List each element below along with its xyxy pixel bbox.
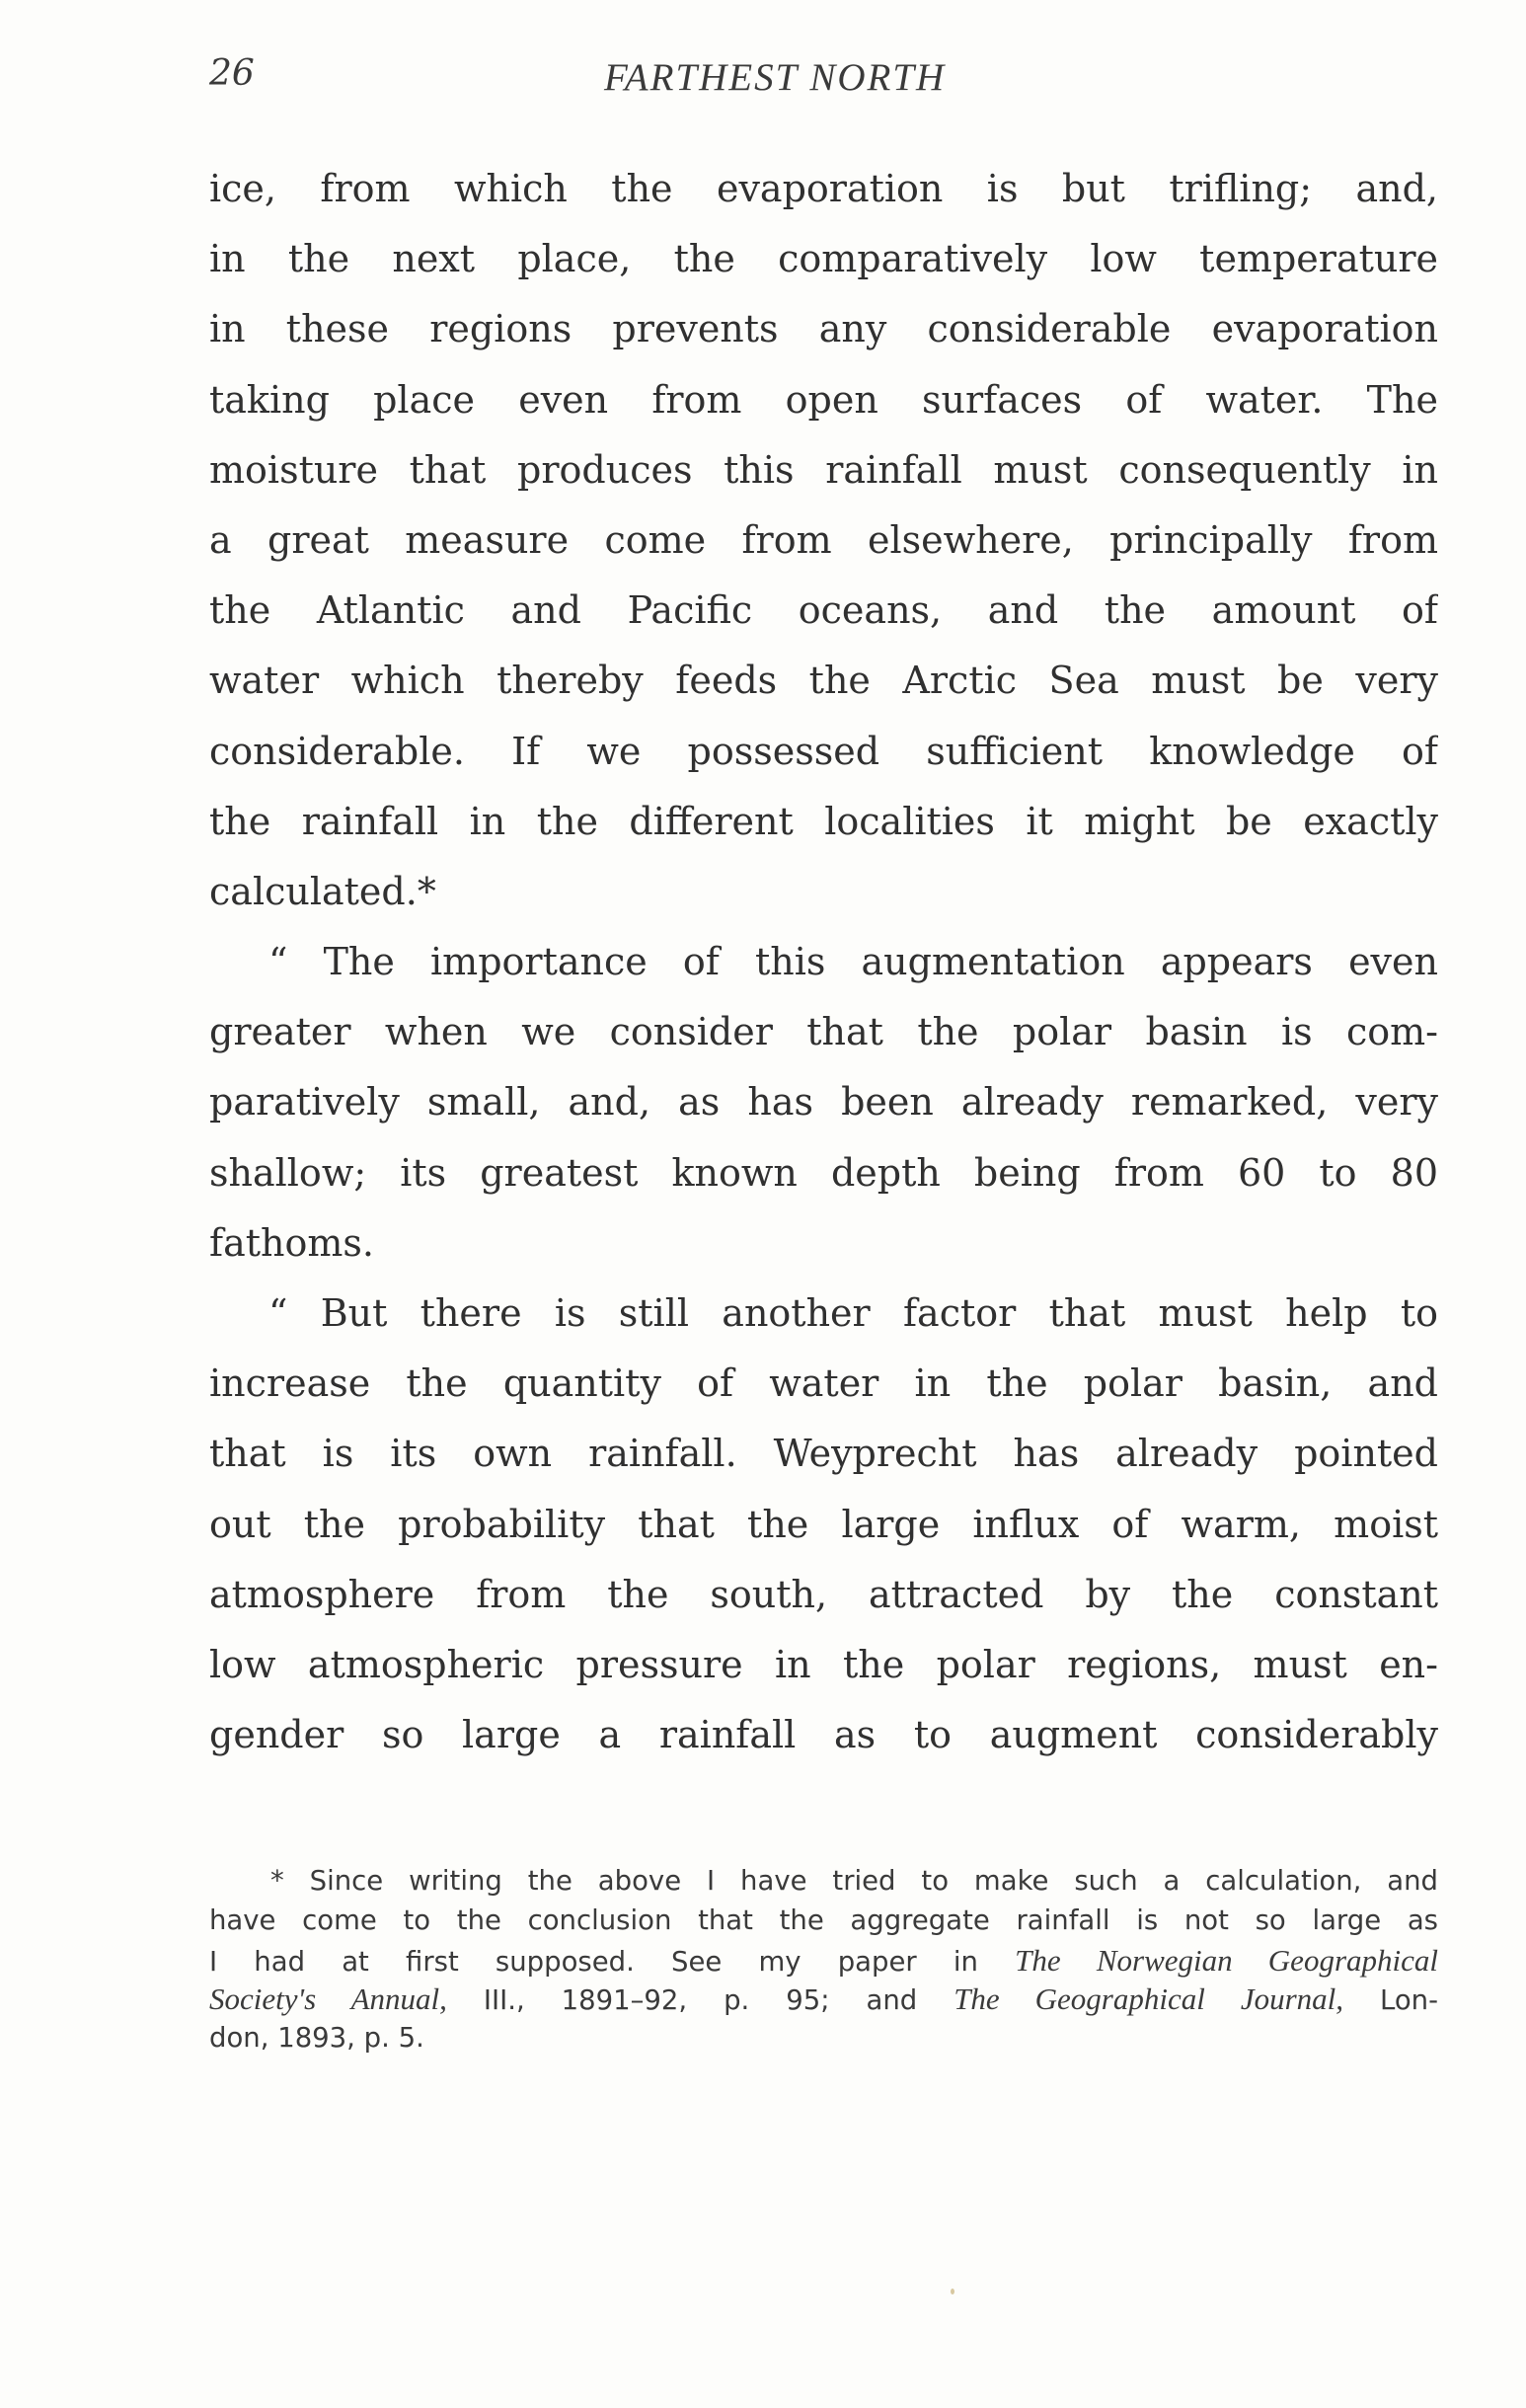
text-line: in the next place, the comparatively low temperature: [209, 237, 1438, 281]
footnote-text: I had at first supposed. See my paper in: [209, 1945, 1016, 1978]
text-line: out the probability that the large influx of warm, moist: [209, 1502, 1438, 1546]
text-line: water which thereby feeds the Arctic Sea must be very: [209, 659, 1438, 703]
journal-title: The Norwegian Geographical: [1015, 1942, 1438, 1978]
text-line: the Atlantic and Pacific oceans, and the amount of: [209, 588, 1438, 633]
journal-title: The Geographical Journal,: [954, 1981, 1344, 2017]
footnote-text: III., 1891–92, p. 95; and: [446, 1984, 954, 2017]
text-line: considerable. If we possessed sufficient knowledge of: [209, 729, 1438, 773]
text-line: atmosphere from the south, attracted by the constant: [209, 1572, 1438, 1616]
text-line: fathoms.: [209, 1220, 374, 1265]
footnote-line: [209, 1980, 1438, 2019]
text-line: moisture that produces this rainfall must consequently in: [209, 447, 1438, 492]
text-line: calculated.*: [209, 869, 436, 913]
text-line: paratively small, and, as has been already remarked, very: [209, 1080, 1438, 1125]
footnote-line: [209, 1941, 1438, 1981]
text-line: gender so large a rainfall as to augment considerably: [209, 1713, 1438, 1757]
text-line: low atmospheric pressure in the polar regions, must en-: [209, 1642, 1438, 1686]
body-text: [209, 154, 1438, 1770]
paper-speck: [951, 2289, 954, 2294]
page-header: [209, 53, 1438, 113]
page-number: 26: [209, 53, 255, 94]
text-line: a great measure come from elsewhere, principally from: [209, 517, 1438, 562]
text-line: greater when we consider that the polar basin is com-: [209, 1010, 1438, 1054]
footnote-line: don, 1893, p. 5.: [209, 2022, 424, 2055]
footnote-line: * Since writing the above I have tried to make such a calculation, and: [270, 1865, 1438, 1897]
footnote: [209, 1862, 1438, 2058]
text-line: shallow; its greatest known depth being from 60 to 80: [209, 1150, 1438, 1195]
text-line: “ But there is still another factor that must help to: [268, 1291, 1438, 1335]
text-line: ice, from which the evaporation is but trifling; and,: [209, 167, 1438, 210]
journal-title: Society's Annual,: [209, 1981, 447, 2017]
text-line: that is its own rainfall. Weyprecht has already pointed: [209, 1432, 1438, 1476]
text-line: taking place even from open surfaces of water. The: [209, 377, 1438, 422]
footnote-text: Lon-: [1343, 1984, 1438, 2017]
text-line: the rainfall in the different localities it might be exactly: [209, 799, 1438, 843]
text-line: increase the quantity of water in the polar basin, and: [209, 1361, 1438, 1406]
text-line: “ The importance of this augmentation appears even: [268, 940, 1438, 984]
text-line: in these regions prevents any considerable evaporation: [209, 307, 1438, 351]
running-title: FARTHEST NORTH: [604, 56, 947, 99]
footnote-line: have come to the conclusion that the aggregate rainfall is not so large as: [209, 1903, 1438, 1936]
